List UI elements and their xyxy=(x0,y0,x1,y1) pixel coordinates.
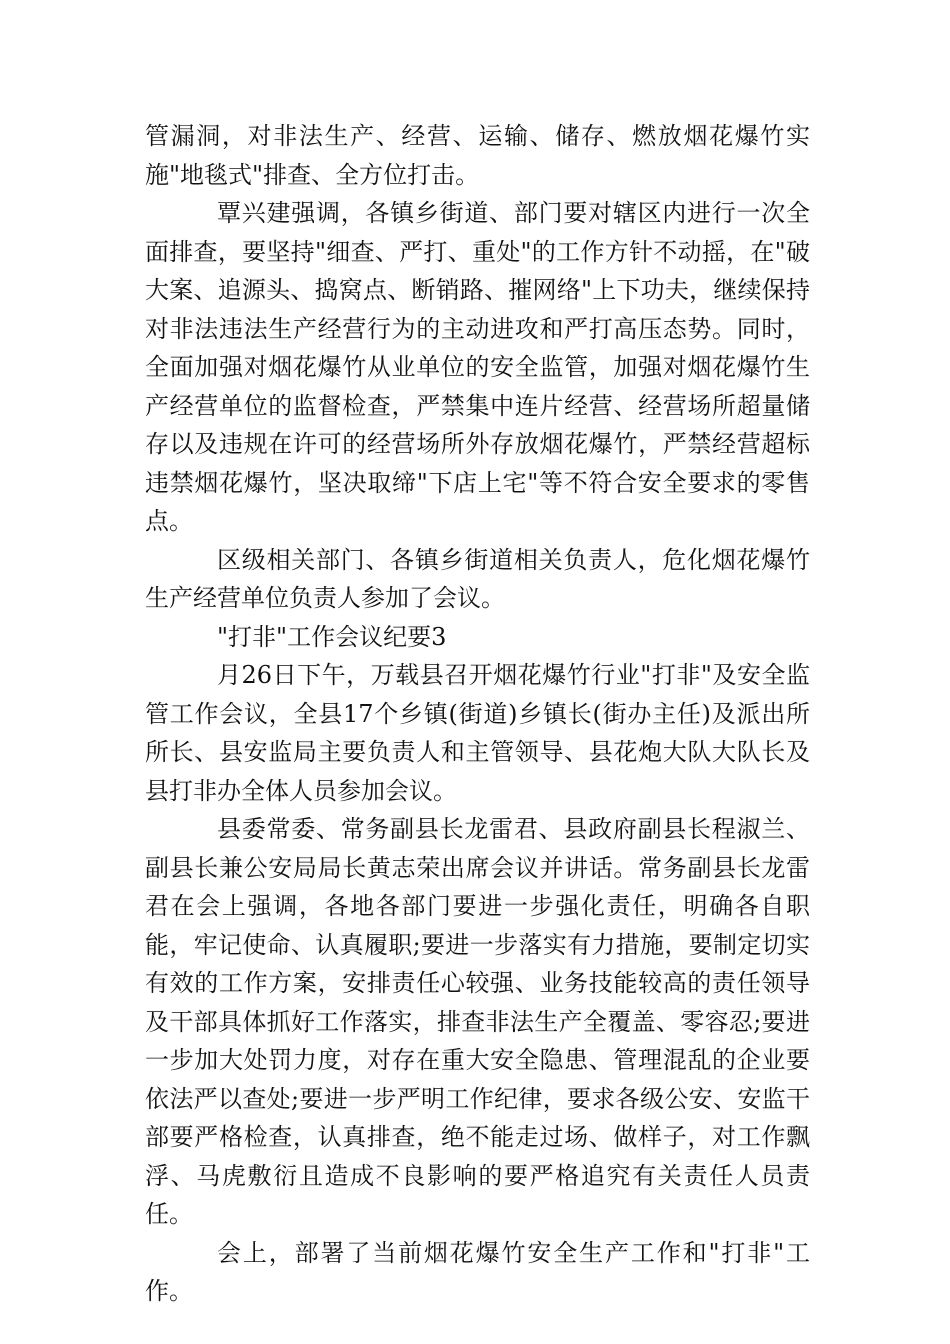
paragraph: 会上，部署了当前烟花爆竹安全生产工作和"打非"工作。 xyxy=(145,1238,810,1305)
paragraph: 覃兴建强调，各镇乡街道、部门要对辖区内进行一次全面排查，要坚持"细查、严打、重处"的工作方针不动摇，在"破大案、追源头、捣窝点、断销路、摧网络"上下功夫，继续保持对非法违法生产经营行为的主动进攻和严打高压态势。同时，全面加强对烟花爆竹从业单位的安全监管，加强对烟花爆竹生产经营单位的监督检查，严禁集中连片经营、经营场所超量储存以及违规在许可的经营场所外存放烟花爆竹，严禁经营超标违禁烟花爆竹，坚决取缔"下店上宅"等不符合安全要求的零售点。 xyxy=(145,199,810,535)
paragraph-continuation: 管漏洞，对非法生产、经营、运输、储存、燃放烟花爆竹实施"地毯式"排查、全方位打击。 xyxy=(145,122,810,189)
paragraph: 月26日下午，万载县召开烟花爆竹行业"打非"及安全监管工作会议，全县17个乡镇(街道)乡镇长(街办主任)及派出所所长、县安监局主要负责人和主管领导、县花炮大队大队长及县打非办全体人员参加会议。 xyxy=(145,661,810,805)
section-heading: "打非"工作会议纪要3 xyxy=(217,622,447,651)
document-body xyxy=(145,117,810,1311)
paragraph: 区级相关部门、各镇乡街道相关负责人，危化烟花爆竹生产经营单位负责人参加了会议。 xyxy=(145,545,810,612)
paragraph: 县委常委、常务副县长龙雷君、县政府副县长程淑兰、副县长兼公安局局长黄志荣出席会议并讲话。常务副县长龙雷君在会上强调，各地各部门要进一步强化责任，明确各自职能，牢记使命、认真履职;要进一步落实有力措施，要制定切实有效的工作方案，安排责任心较强、业务技能较高的责任领导及干部具体抓好工作落实，排查非法生产全覆盖、零容忍;要进一步加大处罚力度，对存在重大安全隐患、管理混乱的企业要依法严以查处;要进一步严明工作纪律，要求各级公安、安监干部要严格检查，认真排查，绝不能走过场、做样子，对工作飘浮、马虎敷衍且造成不良影响的要严格追究有关责任人员责任。 xyxy=(145,815,810,1228)
